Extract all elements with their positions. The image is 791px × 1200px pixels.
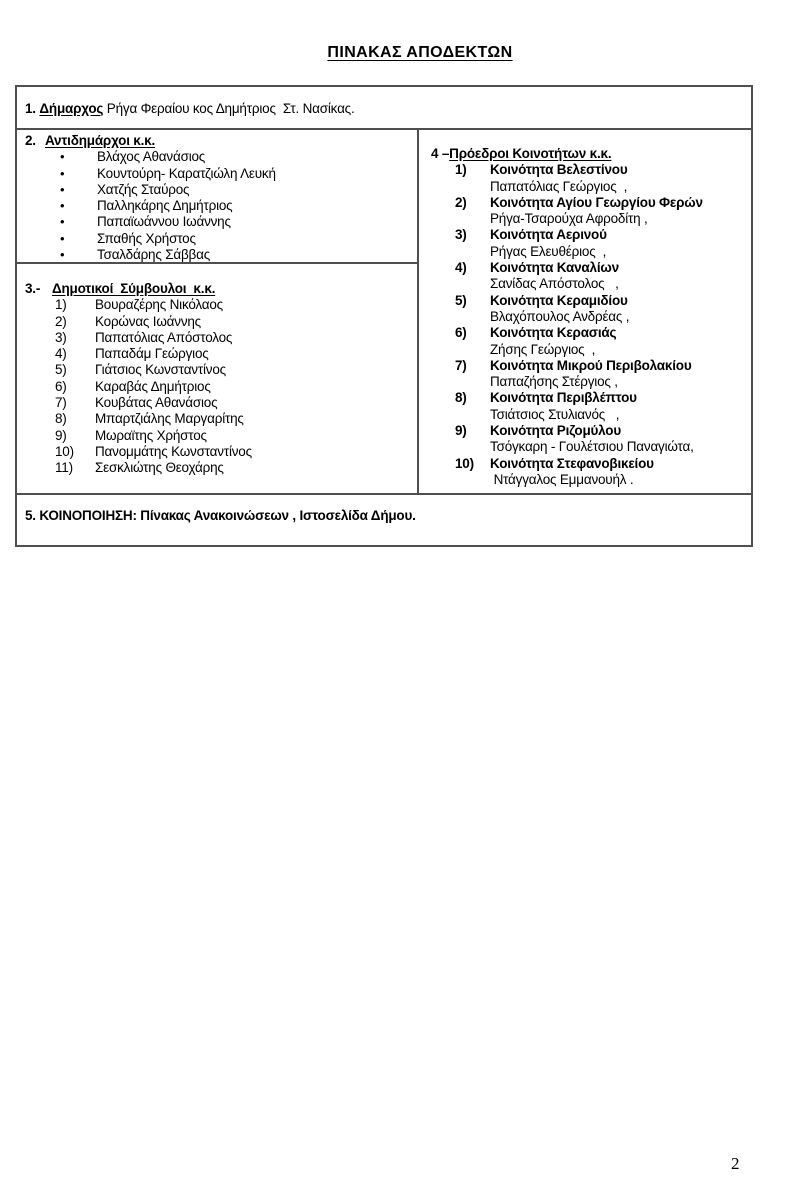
community-name: Κοινότητα Κερασιάς xyxy=(490,325,617,341)
community-item xyxy=(431,162,745,195)
section-number: 3.- xyxy=(25,281,41,296)
item-number: 5) xyxy=(55,362,67,378)
president-name: Σανίδας Απόστολος , xyxy=(490,276,619,292)
row-middle xyxy=(17,130,751,493)
item-number: 6) xyxy=(455,325,467,341)
councilor-name: Σεσκλιώτης Θεοχάρης xyxy=(95,460,224,476)
community-item xyxy=(431,227,745,260)
item-number: 8) xyxy=(455,390,467,406)
councilor-name: Παπαδάμ Γεώργιος xyxy=(95,346,209,362)
page-number: 2 xyxy=(731,1154,740,1173)
deputy-name: Σπαθής Χρήστος xyxy=(97,230,196,246)
deputy-name: Βλάχος Αθανάσιος xyxy=(97,149,206,165)
councilor-name: Μπαρτζιάλης Μαργαρίτης xyxy=(95,411,244,427)
community-item xyxy=(431,423,745,456)
bullet-icon: • xyxy=(60,181,65,197)
president-name: Βλαχόπουλος Ανδρέας , xyxy=(490,308,630,324)
president-name: Ρήγας Ελευθέριος , xyxy=(490,243,607,259)
deputy-name: Τσαλδάρης Σάββας xyxy=(97,247,211,263)
item-number: 4) xyxy=(55,346,67,362)
item-number: 3) xyxy=(55,329,67,345)
community-name: Κοινότητα Μικρού Περιβολακίου xyxy=(490,357,692,373)
councilor-name: Κουβάτας Αθανάσιος xyxy=(95,395,218,411)
list-item xyxy=(25,231,413,247)
list-item xyxy=(25,411,413,427)
item-number: 1) xyxy=(455,162,467,178)
list-item xyxy=(25,297,413,313)
section-heading xyxy=(25,133,413,149)
community-name: Κοινότητα Αερινού xyxy=(490,227,607,243)
community-line xyxy=(431,195,745,211)
section-heading xyxy=(431,146,745,162)
list-item xyxy=(25,214,413,230)
item-number: 9) xyxy=(455,423,467,439)
president-name: Παπαζήσης Στέργιος , xyxy=(490,374,618,390)
community-line xyxy=(431,162,745,178)
community-line xyxy=(431,358,745,374)
list-item xyxy=(25,395,413,411)
item-number: 5) xyxy=(455,292,467,308)
community-item xyxy=(431,260,745,293)
community-line xyxy=(431,227,745,243)
section-deputy-mayors xyxy=(17,130,417,264)
president-name: Τσόγκαρη - Γουλέτσιου Παναγιώτα, xyxy=(490,439,694,455)
community-item xyxy=(431,195,745,228)
list-item xyxy=(25,346,413,362)
section-heading-text: Αντιδημάρχοι κ.κ. xyxy=(45,133,156,148)
item-number: 3) xyxy=(455,227,467,243)
list-item xyxy=(25,362,413,378)
section-community-presidents xyxy=(419,130,751,493)
row-mayor xyxy=(17,87,751,130)
president-name: Ζήσης Γεώργιος , xyxy=(490,341,596,357)
list-item xyxy=(25,149,413,165)
list-item xyxy=(25,247,413,263)
item-number: 7) xyxy=(55,395,67,411)
mayor-number: 1. xyxy=(25,101,36,116)
item-number: 10) xyxy=(55,443,74,459)
item-number: 2) xyxy=(455,194,467,210)
list-item xyxy=(25,444,413,460)
item-number: 8) xyxy=(55,411,67,427)
list-item xyxy=(25,198,413,214)
president-name: Ντάγγαλος Εμμανουήλ . xyxy=(490,471,634,487)
community-line xyxy=(431,390,745,406)
community-item xyxy=(431,358,745,391)
community-item xyxy=(431,456,745,489)
list-item xyxy=(25,330,413,346)
bullet-icon: • xyxy=(60,198,65,214)
item-number: 9) xyxy=(55,427,67,443)
councilor-name: Καραβάς Δημήτριος xyxy=(95,378,211,394)
item-number: 6) xyxy=(55,378,67,394)
recipients-table xyxy=(15,85,753,547)
councilor-name: Βουραζέρης Νικόλαος xyxy=(95,297,223,313)
item-number: 2) xyxy=(55,313,67,329)
community-line xyxy=(431,423,745,439)
bullet-icon: • xyxy=(60,149,65,165)
list-item xyxy=(25,428,413,444)
community-item xyxy=(431,293,745,326)
councilor-name: Παπατόλιας Απόστολος xyxy=(95,329,233,345)
community-name: Κοινότητα Στεφανοβικείου xyxy=(490,455,654,471)
deputy-name: Παπαϊωάννου Ιωάννης xyxy=(97,214,231,230)
community-name: Κοινότητα Περιβλέπτου xyxy=(490,390,637,406)
list-item xyxy=(25,460,413,476)
item-number: 10) xyxy=(455,455,474,471)
community-name: Κοινότητα Αγίου Γεωργίου Φερών xyxy=(490,194,703,210)
item-number: 4) xyxy=(455,260,467,276)
item-number: 7) xyxy=(455,357,467,373)
left-column xyxy=(17,130,419,493)
president-name: Παπατόλιας Γεώργιος , xyxy=(490,178,628,194)
mayor-name: Ρήγα Φεραίου κος Δημήτριος Στ. Νασίκας. xyxy=(103,101,355,116)
list-item xyxy=(25,379,413,395)
community-item xyxy=(431,325,745,358)
section-number: 2. xyxy=(25,133,36,148)
bullet-icon: • xyxy=(60,247,65,263)
section-heading xyxy=(25,281,413,297)
community-line xyxy=(431,325,745,341)
bullet-icon: • xyxy=(60,165,65,181)
councilor-name: Πανομμάτης Κωνσταντίνος xyxy=(95,443,252,459)
councilor-name: Γιάτσιος Κωνσταντίνος xyxy=(95,362,226,378)
section-heading-text: Δημοτικοί Σύμβουλοι κ.κ. xyxy=(52,281,216,296)
president-name: Ρήγα-Τσαρούχα Αφροδίτη , xyxy=(490,211,648,227)
bullet-icon: • xyxy=(60,214,65,230)
community-name: Κοινότητα Κεραμιδίου xyxy=(490,292,628,308)
row-notification: 5. ΚΟΙΝΟΠΟΙΗΣΗ: Πίνακας Ανακοινώσεων , Ιστοσελίδα Δήμου. xyxy=(17,493,751,545)
section-heading-text: Πρόεδροι Κοινοτήτων κ.κ. xyxy=(449,146,612,161)
list-item xyxy=(25,314,413,330)
item-number: 1) xyxy=(55,297,67,313)
deputy-name: Κουντούρη- Καρατζιώλη Λευκή xyxy=(97,165,276,181)
page-title xyxy=(50,44,790,62)
community-name: Κοινότητα Ριζομύλου xyxy=(490,423,622,439)
community-item xyxy=(431,390,745,423)
community-line xyxy=(431,293,745,309)
community-name: Κοινότητα Καναλίων xyxy=(490,260,619,276)
list-item xyxy=(25,182,413,198)
item-number: 11) xyxy=(55,460,73,476)
community-line xyxy=(431,260,745,276)
bullet-icon: • xyxy=(60,230,65,246)
councilor-name: Κορώνας Ιωάννης xyxy=(95,313,201,329)
community-name: Κοινότητα Βελεστίνου xyxy=(490,162,628,178)
councilor-name: Μωραϊτης Χρήστος xyxy=(95,427,207,443)
community-line xyxy=(431,456,745,472)
mayor-label: Δήμαρχος xyxy=(39,101,104,116)
deputy-name: Χατζής Σταύρος xyxy=(97,181,190,197)
section-councilors xyxy=(17,264,417,493)
section-number: 4 – xyxy=(431,146,450,161)
president-name: Τσιάτσιος Στυλιανός , xyxy=(490,406,620,422)
list-item xyxy=(25,166,413,182)
deputy-name: Παλληκάρης Δημήτριος xyxy=(97,198,233,214)
page-title-text: ΠΙΝΑΚΑΣ ΑΠΟΔΕΚΤΩΝ xyxy=(327,44,513,61)
